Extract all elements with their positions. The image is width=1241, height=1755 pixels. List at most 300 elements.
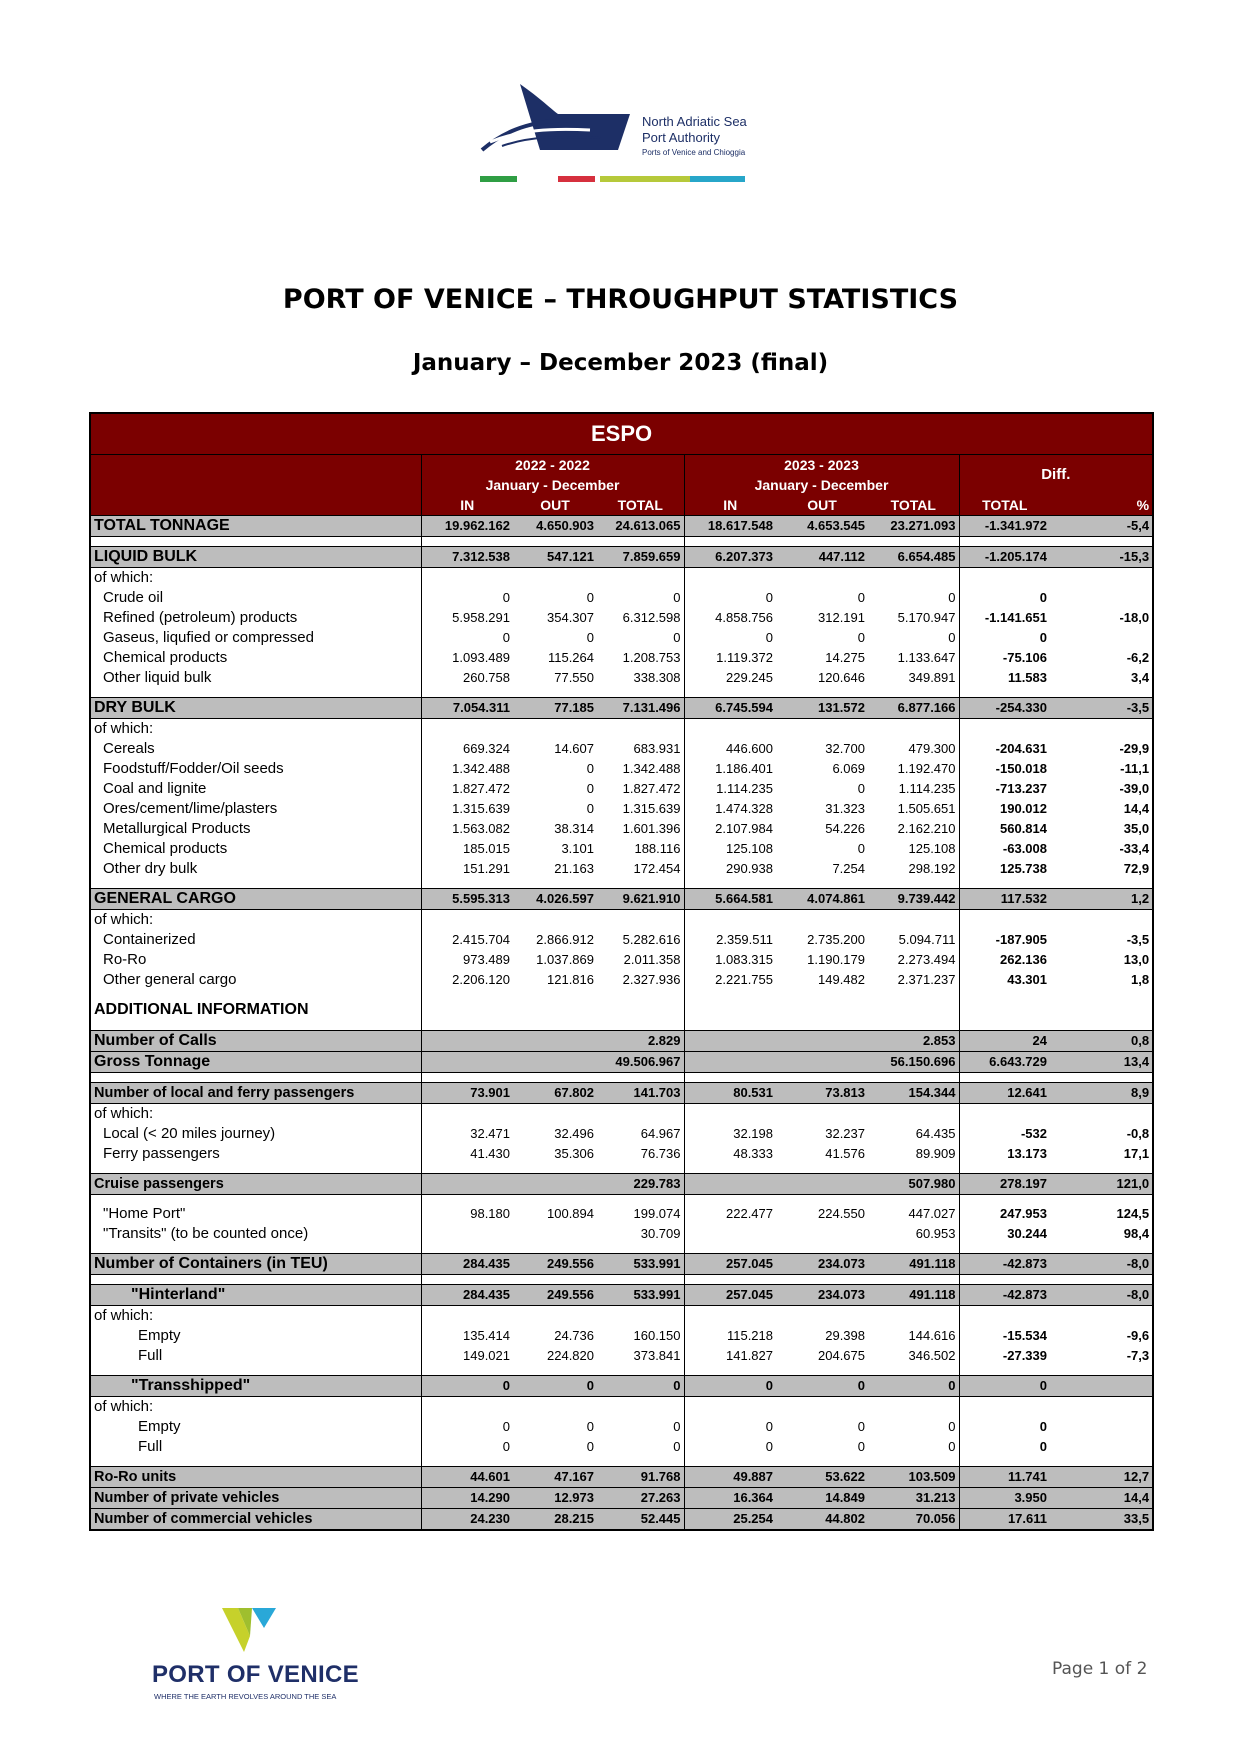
value-cell: 70.056 (868, 1509, 959, 1531)
diff-total-cell (959, 568, 1050, 589)
row-label: Gaseus, liqufied or compressed (90, 628, 421, 648)
row-label: Empty (90, 1417, 421, 1437)
value-cell: 4.074.861 (776, 889, 868, 910)
diff-total-cell: -150.018 (995, 761, 1047, 776)
value-cell: 141.827 (726, 1348, 773, 1363)
table-row (90, 1397, 1153, 1418)
diff-pct-cell: 14,4 (1123, 801, 1150, 816)
table-row (90, 950, 1153, 970)
value-cell: 9.739.442 (868, 889, 959, 910)
table-row (90, 970, 1153, 990)
diff-total-cell: -254.330 (959, 698, 1050, 719)
diff-pct-cell: 13,4 (1050, 1052, 1153, 1073)
value-cell: 2.162.210 (868, 819, 959, 839)
diff-pct-cell (1050, 1376, 1153, 1397)
value-cell: 0 (421, 1376, 513, 1397)
value-cell: 0 (502, 590, 510, 605)
row-label: Coal and lignite (90, 779, 421, 799)
section-row (90, 1083, 1153, 1104)
value-cell: 32.496 (554, 1126, 594, 1141)
value-cell: 199.074 (597, 1204, 684, 1224)
section-row (90, 516, 1153, 537)
value-cell: 47.167 (513, 1467, 597, 1488)
value-cell: 100.894 (547, 1206, 594, 1221)
value-cell (421, 990, 513, 1031)
authority-subtitle: Ports of Venice and Chioggia (642, 148, 746, 157)
value-cell: 2.415.704 (452, 932, 510, 947)
diff-total-cell: 11.741 (959, 1467, 1050, 1488)
value-cell: 185.015 (463, 841, 510, 856)
value-cell: 125.108 (726, 841, 773, 856)
value-cell: 41.430 (470, 1146, 510, 1161)
value-cell (513, 1306, 597, 1327)
value-cell (776, 1104, 868, 1125)
value-cell (776, 1174, 868, 1195)
value-cell: 479.300 (868, 739, 959, 759)
value-cell: 312.191 (818, 610, 865, 625)
value-cell: 7.254 (832, 861, 865, 876)
value-cell: 346.502 (868, 1346, 959, 1366)
value-cell (684, 1306, 776, 1327)
value-cell: 0 (597, 1437, 684, 1457)
diff-pct-cell: -15,3 (1050, 547, 1153, 568)
value-cell (684, 1174, 776, 1195)
value-cell: 4.653.545 (776, 516, 868, 537)
diff-total-cell: -63.008 (1002, 841, 1047, 856)
diff-pct-cell: 98,4 (1123, 1226, 1150, 1241)
value-cell (684, 1397, 776, 1418)
table-row (90, 668, 1153, 688)
value-cell (513, 1104, 597, 1125)
page-subtitle: January – December 2023 (final) (412, 350, 829, 376)
value-cell: 446.600 (726, 741, 773, 756)
value-cell: 35.306 (554, 1146, 594, 1161)
value-cell: 76.736 (597, 1144, 684, 1164)
spacer-row (90, 688, 1153, 698)
value-cell: 16.364 (684, 1488, 776, 1509)
value-cell: 222.477 (726, 1206, 773, 1221)
value-cell (597, 1104, 684, 1125)
diff-pct-cell (1050, 990, 1153, 1031)
diff-pct-cell: -3,5 (1126, 932, 1150, 947)
value-cell (597, 910, 684, 931)
row-label: GENERAL CARGO (90, 889, 421, 910)
period-2022-months: January - December (421, 475, 684, 495)
spacer-row (90, 1244, 1153, 1254)
value-cell: 0 (868, 1417, 959, 1437)
row-label: Ro-Ro units (90, 1467, 421, 1488)
row-label: Refined (petroleum) products (90, 608, 421, 628)
value-cell (684, 1052, 776, 1073)
diff-header: Diff. (959, 455, 1153, 496)
value-cell: 18.617.548 (684, 516, 776, 537)
value-cell: 6.207.373 (684, 547, 776, 568)
value-cell: 80.531 (684, 1083, 776, 1104)
section-row (90, 1376, 1153, 1397)
table-row (90, 739, 1153, 759)
value-cell (776, 1224, 868, 1244)
value-cell: 19.962.162 (421, 516, 513, 537)
value-cell: 5.595.313 (421, 889, 513, 910)
diff-pct-cell: 1,2 (1050, 889, 1153, 910)
table-row (90, 859, 1153, 879)
value-cell (597, 990, 684, 1031)
value-cell: 4.858.756 (715, 610, 773, 625)
col-in-2023: IN (684, 495, 776, 516)
value-cell: 151.291 (463, 861, 510, 876)
value-cell: 24.613.065 (597, 516, 684, 537)
value-cell: 73.813 (776, 1083, 868, 1104)
value-cell: 67.802 (513, 1083, 597, 1104)
value-cell: 229.245 (726, 670, 773, 685)
value-cell: 98.180 (470, 1206, 510, 1221)
diff-pct-cell (1050, 910, 1153, 931)
diff-total-cell (959, 1306, 1050, 1327)
row-label: "Hinterland" (90, 1285, 421, 1306)
row-label: TOTAL TONNAGE (90, 516, 421, 537)
value-cell (421, 1174, 513, 1195)
value-cell: 141.703 (597, 1083, 684, 1104)
table-row (90, 799, 1153, 819)
row-label: "Transits" (to be counted once) (90, 1224, 421, 1244)
value-cell (868, 568, 959, 589)
value-cell: 0 (765, 1419, 773, 1434)
authority-name-line1: North Adriatic Sea (642, 114, 747, 129)
value-cell: 1.133.647 (868, 648, 959, 668)
row-label: Number of commercial vehicles (90, 1509, 421, 1531)
value-cell (868, 1306, 959, 1327)
value-cell: 0 (776, 1376, 868, 1397)
section-row (90, 547, 1153, 568)
value-cell: 1.827.472 (597, 779, 684, 799)
value-cell: 533.991 (597, 1254, 684, 1275)
port-of-venice-logo (152, 1606, 392, 1716)
diff-total-cell: 17.611 (959, 1509, 1050, 1531)
value-cell: 7.131.496 (597, 698, 684, 719)
table-row (90, 1417, 1153, 1437)
value-cell: 48.333 (733, 1146, 773, 1161)
value-cell (776, 568, 868, 589)
row-label: ADDITIONAL INFORMATION (90, 990, 421, 1031)
diff-pct-cell: 0,8 (1050, 1031, 1153, 1052)
value-cell: 144.616 (868, 1326, 959, 1346)
value-cell: 2.359.511 (716, 932, 773, 947)
row-label: Ferry passengers (90, 1144, 421, 1164)
value-cell: 0 (502, 630, 510, 645)
diff-pct-cell: 1,8 (1131, 972, 1150, 987)
table-row (90, 628, 1153, 648)
diff-pct-cell (1050, 1397, 1153, 1418)
diff-pct-cell (1050, 719, 1153, 740)
value-cell: 7.054.311 (421, 698, 513, 719)
value-cell: 1.342.488 (597, 759, 684, 779)
value-cell: 0 (597, 588, 684, 608)
value-cell: 1.114.235 (716, 781, 773, 796)
diff-total-cell: -42.873 (959, 1285, 1050, 1306)
diff-pct-cell: -33,4 (1119, 841, 1150, 856)
value-cell: 447.112 (776, 547, 868, 568)
spacer-row (90, 1366, 1153, 1376)
value-cell: 0 (513, 1376, 597, 1397)
diff-pct-cell: 12,7 (1050, 1467, 1153, 1488)
diff-total-cell: 43.301 (1007, 972, 1047, 987)
value-cell: 1.114.235 (868, 779, 959, 799)
value-cell (776, 1052, 868, 1073)
table-row (90, 1224, 1153, 1244)
value-cell: 0 (586, 1439, 594, 1454)
value-cell: 447.027 (868, 1204, 959, 1224)
section-row (90, 1467, 1153, 1488)
value-cell: 14.290 (421, 1488, 513, 1509)
spacer-row (90, 1164, 1153, 1174)
row-label: Number of local and ferry passengers (90, 1083, 421, 1104)
row-label: Crude oil (90, 588, 421, 608)
table-row (90, 1204, 1153, 1224)
col-in-2022: IN (421, 495, 513, 516)
value-cell: 0 (502, 1419, 510, 1434)
value-cell (684, 910, 776, 931)
value-cell: 120.646 (818, 670, 865, 685)
value-cell: 64.967 (597, 1124, 684, 1144)
value-cell: 1.190.179 (807, 952, 865, 967)
value-cell: 491.118 (868, 1285, 959, 1306)
value-cell: 0 (765, 1439, 773, 1454)
value-cell: 2.866.912 (536, 932, 594, 947)
value-cell: 25.254 (684, 1509, 776, 1531)
port-name: PORT OF VENICE (152, 1661, 359, 1688)
diff-pct-cell: -3,5 (1050, 698, 1153, 719)
table-row (90, 608, 1153, 628)
port-tagline: WHERE THE EARTH REVOLVES AROUND THE SEA (154, 1692, 337, 1701)
table-row (90, 759, 1153, 779)
diff-pct-cell: -11,1 (1120, 761, 1150, 776)
section-row (90, 1031, 1153, 1052)
row-label: of which: (90, 910, 421, 931)
value-cell: 229.783 (597, 1174, 684, 1195)
value-cell (421, 719, 513, 740)
table-row (90, 568, 1153, 589)
value-cell: 0 (597, 1376, 684, 1397)
diff-total-cell: -75.106 (1002, 650, 1047, 665)
diff-total-cell (959, 719, 1050, 740)
value-cell: 0 (857, 630, 865, 645)
diff-pct-cell (1050, 1417, 1153, 1437)
value-cell (513, 1397, 597, 1418)
page-title: PORT OF VENICE – THROUGHPUT STATISTICS (282, 284, 959, 315)
value-cell: 5.664.581 (684, 889, 776, 910)
diff-pct-cell: -6,2 (1126, 650, 1150, 665)
value-cell: 121.816 (547, 972, 594, 987)
value-cell (597, 1397, 684, 1418)
value-cell: 4.026.597 (513, 889, 597, 910)
value-cell: 29.398 (825, 1328, 865, 1343)
value-cell (513, 719, 597, 740)
value-cell: 2.273.494 (868, 950, 959, 970)
value-cell: 160.150 (597, 1326, 684, 1346)
value-cell: 1.192.470 (868, 759, 959, 779)
value-cell: 290.938 (726, 861, 773, 876)
table-row (90, 588, 1153, 608)
row-label: Ores/cement/lime/plasters (90, 799, 421, 819)
diff-total-cell: 3.950 (959, 1488, 1050, 1509)
row-label: Chemical products (90, 839, 421, 859)
diff-pct-cell (1050, 588, 1153, 608)
value-cell (513, 910, 597, 931)
diff-total-cell: -1.341.972 (959, 516, 1050, 537)
value-cell: 91.768 (597, 1467, 684, 1488)
table-row (90, 1326, 1153, 1346)
table-row (90, 839, 1153, 859)
table-row (90, 1346, 1153, 1366)
value-cell: 60.953 (868, 1224, 959, 1244)
value-cell: 1.083.315 (715, 952, 773, 967)
value-cell (868, 1397, 959, 1418)
authority-logo (480, 80, 780, 190)
value-cell (868, 910, 959, 931)
authority-name-line2: Port Authority (642, 130, 721, 145)
ship-logo-icon (480, 80, 640, 160)
diff-pct-cell: 14,4 (1050, 1488, 1153, 1509)
section-row (90, 1174, 1153, 1195)
diff-pct-cell: -39,0 (1119, 781, 1150, 796)
value-cell (776, 990, 868, 1031)
value-cell (421, 1052, 513, 1073)
diff-pct-cell: -5,4 (1050, 516, 1153, 537)
value-cell: 298.192 (868, 859, 959, 879)
table-banner (90, 413, 1153, 455)
value-cell: 1.601.396 (597, 819, 684, 839)
value-cell: 27.263 (597, 1488, 684, 1509)
diff-pct-cell (1050, 1437, 1153, 1457)
diff-pct-cell: 72,9 (1123, 861, 1150, 876)
value-cell: 38.314 (554, 821, 594, 836)
spacer-row (90, 1073, 1153, 1083)
diff-pct-cell: -7,3 (1126, 1348, 1150, 1363)
value-cell: 5.958.291 (452, 610, 510, 625)
row-label: DRY BULK (90, 698, 421, 719)
value-cell: 188.116 (597, 839, 684, 859)
row-label: of which: (90, 719, 421, 740)
diff-total-cell: 0 (1039, 630, 1047, 645)
value-cell: 77.550 (554, 670, 594, 685)
diff-total-cell: 560.814 (1000, 821, 1047, 836)
table-row (90, 648, 1153, 668)
diff-pct-cell: 17,1 (1123, 1146, 1150, 1161)
value-cell: 2.221.755 (715, 972, 773, 987)
section-row (90, 889, 1153, 910)
spacer-row (90, 1275, 1153, 1285)
value-cell: 5.282.616 (597, 930, 684, 950)
value-cell: 6.877.166 (868, 698, 959, 719)
value-cell: 0 (765, 590, 773, 605)
table-row (90, 1124, 1153, 1144)
diff-total-cell: -1.141.651 (984, 610, 1047, 625)
value-cell: 149.482 (818, 972, 865, 987)
value-cell: 204.675 (818, 1348, 865, 1363)
value-cell: 7.312.538 (421, 547, 513, 568)
value-cell: 257.045 (684, 1254, 776, 1275)
diff-total-cell: 247.953 (1000, 1206, 1047, 1221)
value-cell: 2.853 (868, 1031, 959, 1052)
value-cell (421, 1104, 513, 1125)
diff-pct-cell: -8,0 (1050, 1254, 1153, 1275)
value-cell (421, 910, 513, 931)
spacer-row (90, 879, 1153, 889)
value-cell: 0 (586, 761, 594, 776)
row-label: Containerized (90, 930, 421, 950)
table-row (90, 819, 1153, 839)
row-label: Metallurgical Products (90, 819, 421, 839)
value-cell: 4.650.903 (513, 516, 597, 537)
diff-total-cell: 30.244 (1007, 1226, 1047, 1241)
diff-pct-cell (1050, 628, 1153, 648)
row-label: Local (< 20 miles journey) (90, 1124, 421, 1144)
value-cell: 0 (502, 1439, 510, 1454)
value-cell: 2.829 (597, 1031, 684, 1052)
value-cell: 2.735.200 (807, 932, 865, 947)
value-cell: 0 (586, 630, 594, 645)
diff-total-cell: -1.205.174 (959, 547, 1050, 568)
value-cell (776, 1306, 868, 1327)
value-cell: 0 (586, 801, 594, 816)
value-cell: 9.621.910 (597, 889, 684, 910)
value-cell: 44.601 (421, 1467, 513, 1488)
row-label: of which: (90, 568, 421, 589)
value-cell (597, 719, 684, 740)
value-cell: 1.037.869 (536, 952, 594, 967)
value-cell (597, 1306, 684, 1327)
row-label: Other general cargo (90, 970, 421, 990)
value-cell: 1.505.651 (868, 799, 959, 819)
diff-pct-cell (1050, 1306, 1153, 1327)
value-cell: 3.101 (561, 841, 594, 856)
value-cell: 89.909 (868, 1144, 959, 1164)
value-cell: 0 (868, 628, 959, 648)
page-number: Page 1 of 2 (1052, 1659, 1148, 1679)
diff-total-cell: 6.643.729 (959, 1052, 1050, 1073)
value-cell (868, 719, 959, 740)
value-cell: 135.414 (463, 1328, 510, 1343)
diff-total-cell: 278.197 (959, 1174, 1050, 1195)
table-row (90, 930, 1153, 950)
diff-pct-cell: -29,9 (1119, 741, 1150, 756)
row-label: Foodstuff/Fodder/Oil seeds (90, 759, 421, 779)
spacer-row (90, 1457, 1153, 1467)
value-cell: 32.471 (470, 1126, 510, 1141)
value-cell: 73.901 (421, 1083, 513, 1104)
section-row (90, 1052, 1153, 1073)
value-cell: 44.802 (776, 1509, 868, 1531)
value-cell: 2.327.936 (597, 970, 684, 990)
value-cell: 224.550 (818, 1206, 865, 1221)
value-cell: 54.226 (825, 821, 865, 836)
diff-total-cell: 24 (959, 1031, 1050, 1052)
header-row-period (90, 455, 1153, 476)
value-cell: 973.489 (463, 952, 510, 967)
value-cell: 0 (586, 1419, 594, 1434)
value-cell: 1.474.328 (715, 801, 773, 816)
value-cell: 154.344 (868, 1083, 959, 1104)
diff-pct-cell: 35,0 (1123, 821, 1150, 836)
value-cell: 349.891 (868, 668, 959, 688)
value-cell: 6.069 (832, 761, 865, 776)
value-cell: 0 (765, 630, 773, 645)
diff-pct-cell: -8,0 (1050, 1285, 1153, 1306)
value-cell: 28.215 (513, 1509, 597, 1531)
diff-total-cell (959, 1397, 1050, 1418)
value-cell: 1.563.082 (452, 821, 510, 836)
value-cell: 103.509 (868, 1467, 959, 1488)
